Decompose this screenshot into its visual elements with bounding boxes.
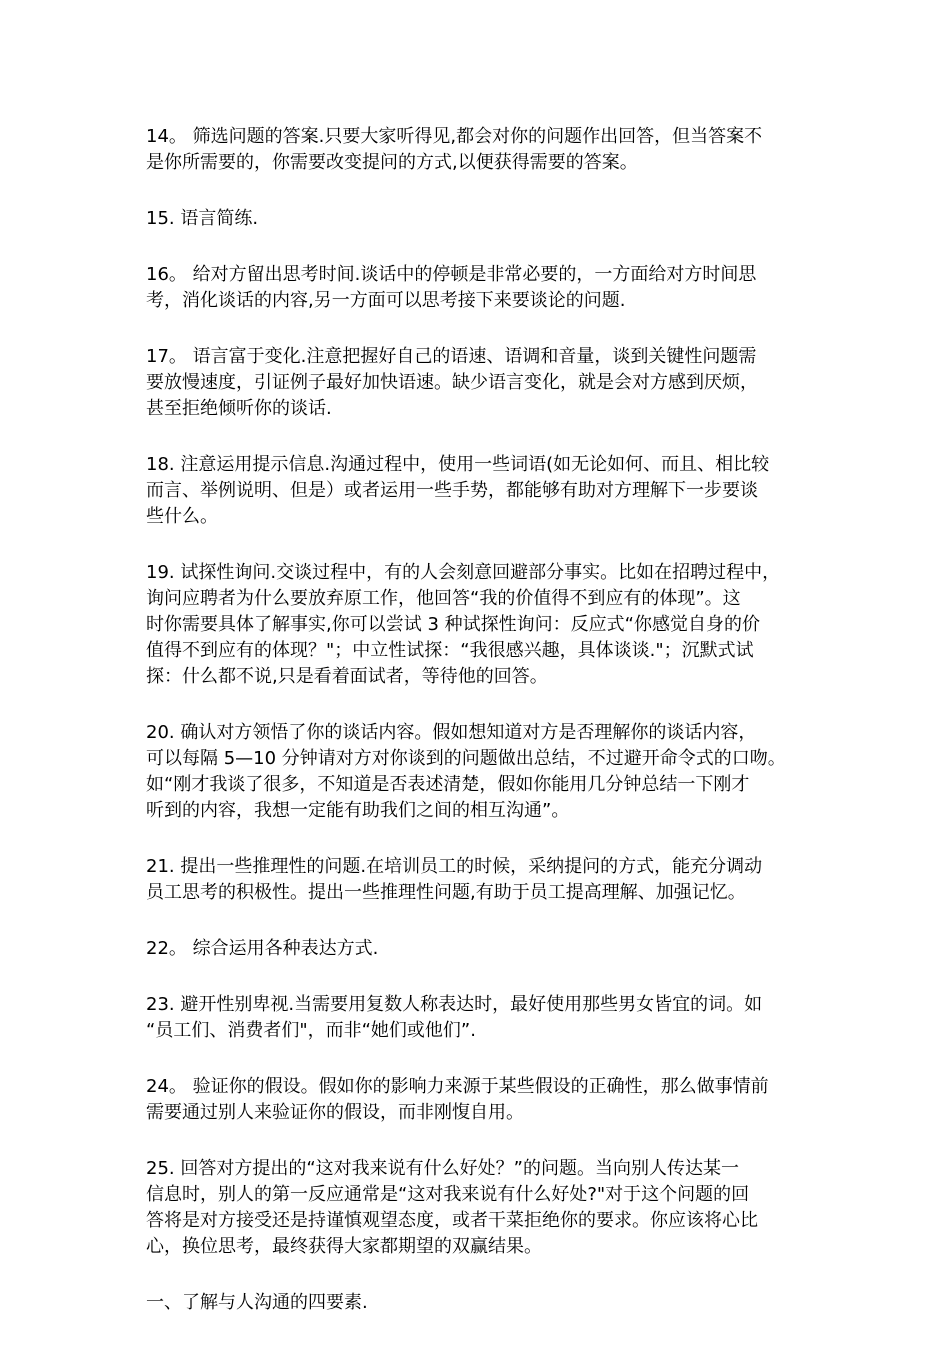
text-line: 些什么。	[146, 506, 218, 527]
text-line: 答将是对方接受还是持谨慎观望态度，或者干菜拒绝你的要求。你应该将心比	[146, 1210, 758, 1231]
text-line: 18. 注意运用提示信息.沟通过程中，使用一些词语(如无论如何、而且、相比较	[146, 454, 770, 475]
text-line: 要放慢速度，引证例子最好加快语速。缺少语言变化，就是会对方感到厌烦，	[146, 372, 758, 393]
text-line: 14。 筛选问题的答案.只要大家听得见,都会对你的问题作出回答，但当答案不	[146, 126, 763, 147]
text-line: 甚至拒绝倾听你的谈话.	[146, 398, 332, 419]
paragraph-18	[146, 452, 811, 530]
text-line: “员工们、消费者们"，而非“她们或他们”.	[146, 1020, 476, 1041]
text-line: 23. 避开性别卑视.当需要用复数人称表达时，最好使用那些男女皆宜的词。如	[146, 994, 763, 1015]
paragraph-20	[146, 720, 811, 824]
text-line: 可以每隔 5—10 分钟请对方对你谈到的问题做出总结，不过避开命令式的口吻。	[146, 748, 786, 769]
text-line: 是你所需要的，你需要改变提问的方式,以便获得需要的答案。	[146, 152, 638, 173]
text-line: 员工思考的积极性。提出一些推理性问题,有助于员工提高理解、加强记忆。	[146, 882, 746, 903]
paragraph-14	[146, 124, 811, 176]
text-line: 21. 提出一些推理性的问题.在培训员工的时候，采纳提问的方式，能充分调动	[146, 856, 763, 877]
text-line: 值得不到应有的体现？"；中立性试探：“我很感兴趣，具体谈谈."；沉默式试	[146, 640, 754, 661]
text-line: 如“刚才我谈了很多，不知道是否表述清楚，假如你能用几分钟总结一下刚才	[146, 774, 750, 795]
text-line: 24。 验证你的假设。假如你的影响力来源于某些假设的正确性，那么做事情前	[146, 1076, 769, 1097]
text-line: 17。 语言富于变化.注意把握好自己的语速、语调和音量，谈到关键性问题需	[146, 346, 757, 367]
paragraph-16	[146, 262, 811, 314]
text-line: 16。 给对方留出思考时间.谈话中的停顿是非常必要的，一方面给对方时间思	[146, 264, 757, 285]
paragraph-23	[146, 992, 811, 1044]
section-heading	[146, 1290, 811, 1316]
text-line: 心，换位思考，最终获得大家都期望的双赢结果。	[146, 1236, 542, 1257]
text-line: 探：什么都不说,只是看着面试者，等待他的回答。	[146, 666, 548, 687]
paragraph-24	[146, 1074, 811, 1126]
text-line: 19. 试探性询问.交谈过程中，有的人会刻意回避部分事实。比如在招聘过程中，	[146, 562, 781, 583]
document-body	[146, 124, 811, 1346]
paragraph-25	[146, 1156, 811, 1260]
text-line: 考，消化谈话的内容,另一方面可以思考接下来要谈论的问题.	[146, 290, 626, 311]
paragraph-22	[146, 936, 811, 962]
text-line: 询问应聘者为什么要放弃原工作，他回答“我的价值得不到应有的体现”。这	[146, 588, 741, 609]
text-line: 一、了解与人沟通的四要素.	[146, 1292, 368, 1313]
paragraph-21	[146, 854, 811, 906]
text-line: 需要通过别人来验证你的假设，而非刚愎自用。	[146, 1102, 524, 1123]
text-line: 听到的内容，我想一定能有助我们之间的相互沟通”。	[146, 800, 570, 821]
text-line: 25. 回答对方提出的“这对我来说有什么好处？”的问题。当向别人传达某一	[146, 1158, 739, 1179]
text-line: 信息时，别人的第一反应通常是“这对我来说有什么好处?"对于这个问题的回	[146, 1184, 750, 1205]
text-line: 15. 语言简练.	[146, 208, 259, 229]
text-line: 时你需要具体了解事实,你可以尝试 3 种试探性询问：反应式“你感觉自身的价	[146, 614, 760, 635]
text-line: 22。 综合运用各种表达方式.	[146, 938, 379, 959]
text-line: 而言、举例说明、但是）或者运用一些手势，都能够有助对方理解下一步要谈	[146, 480, 758, 501]
paragraph-19	[146, 560, 811, 690]
paragraph-15	[146, 206, 811, 232]
text-line: 20. 确认对方领悟了你的谈话内容。假如想知道对方是否理解你的谈话内容，	[146, 722, 757, 743]
paragraph-17	[146, 344, 811, 422]
